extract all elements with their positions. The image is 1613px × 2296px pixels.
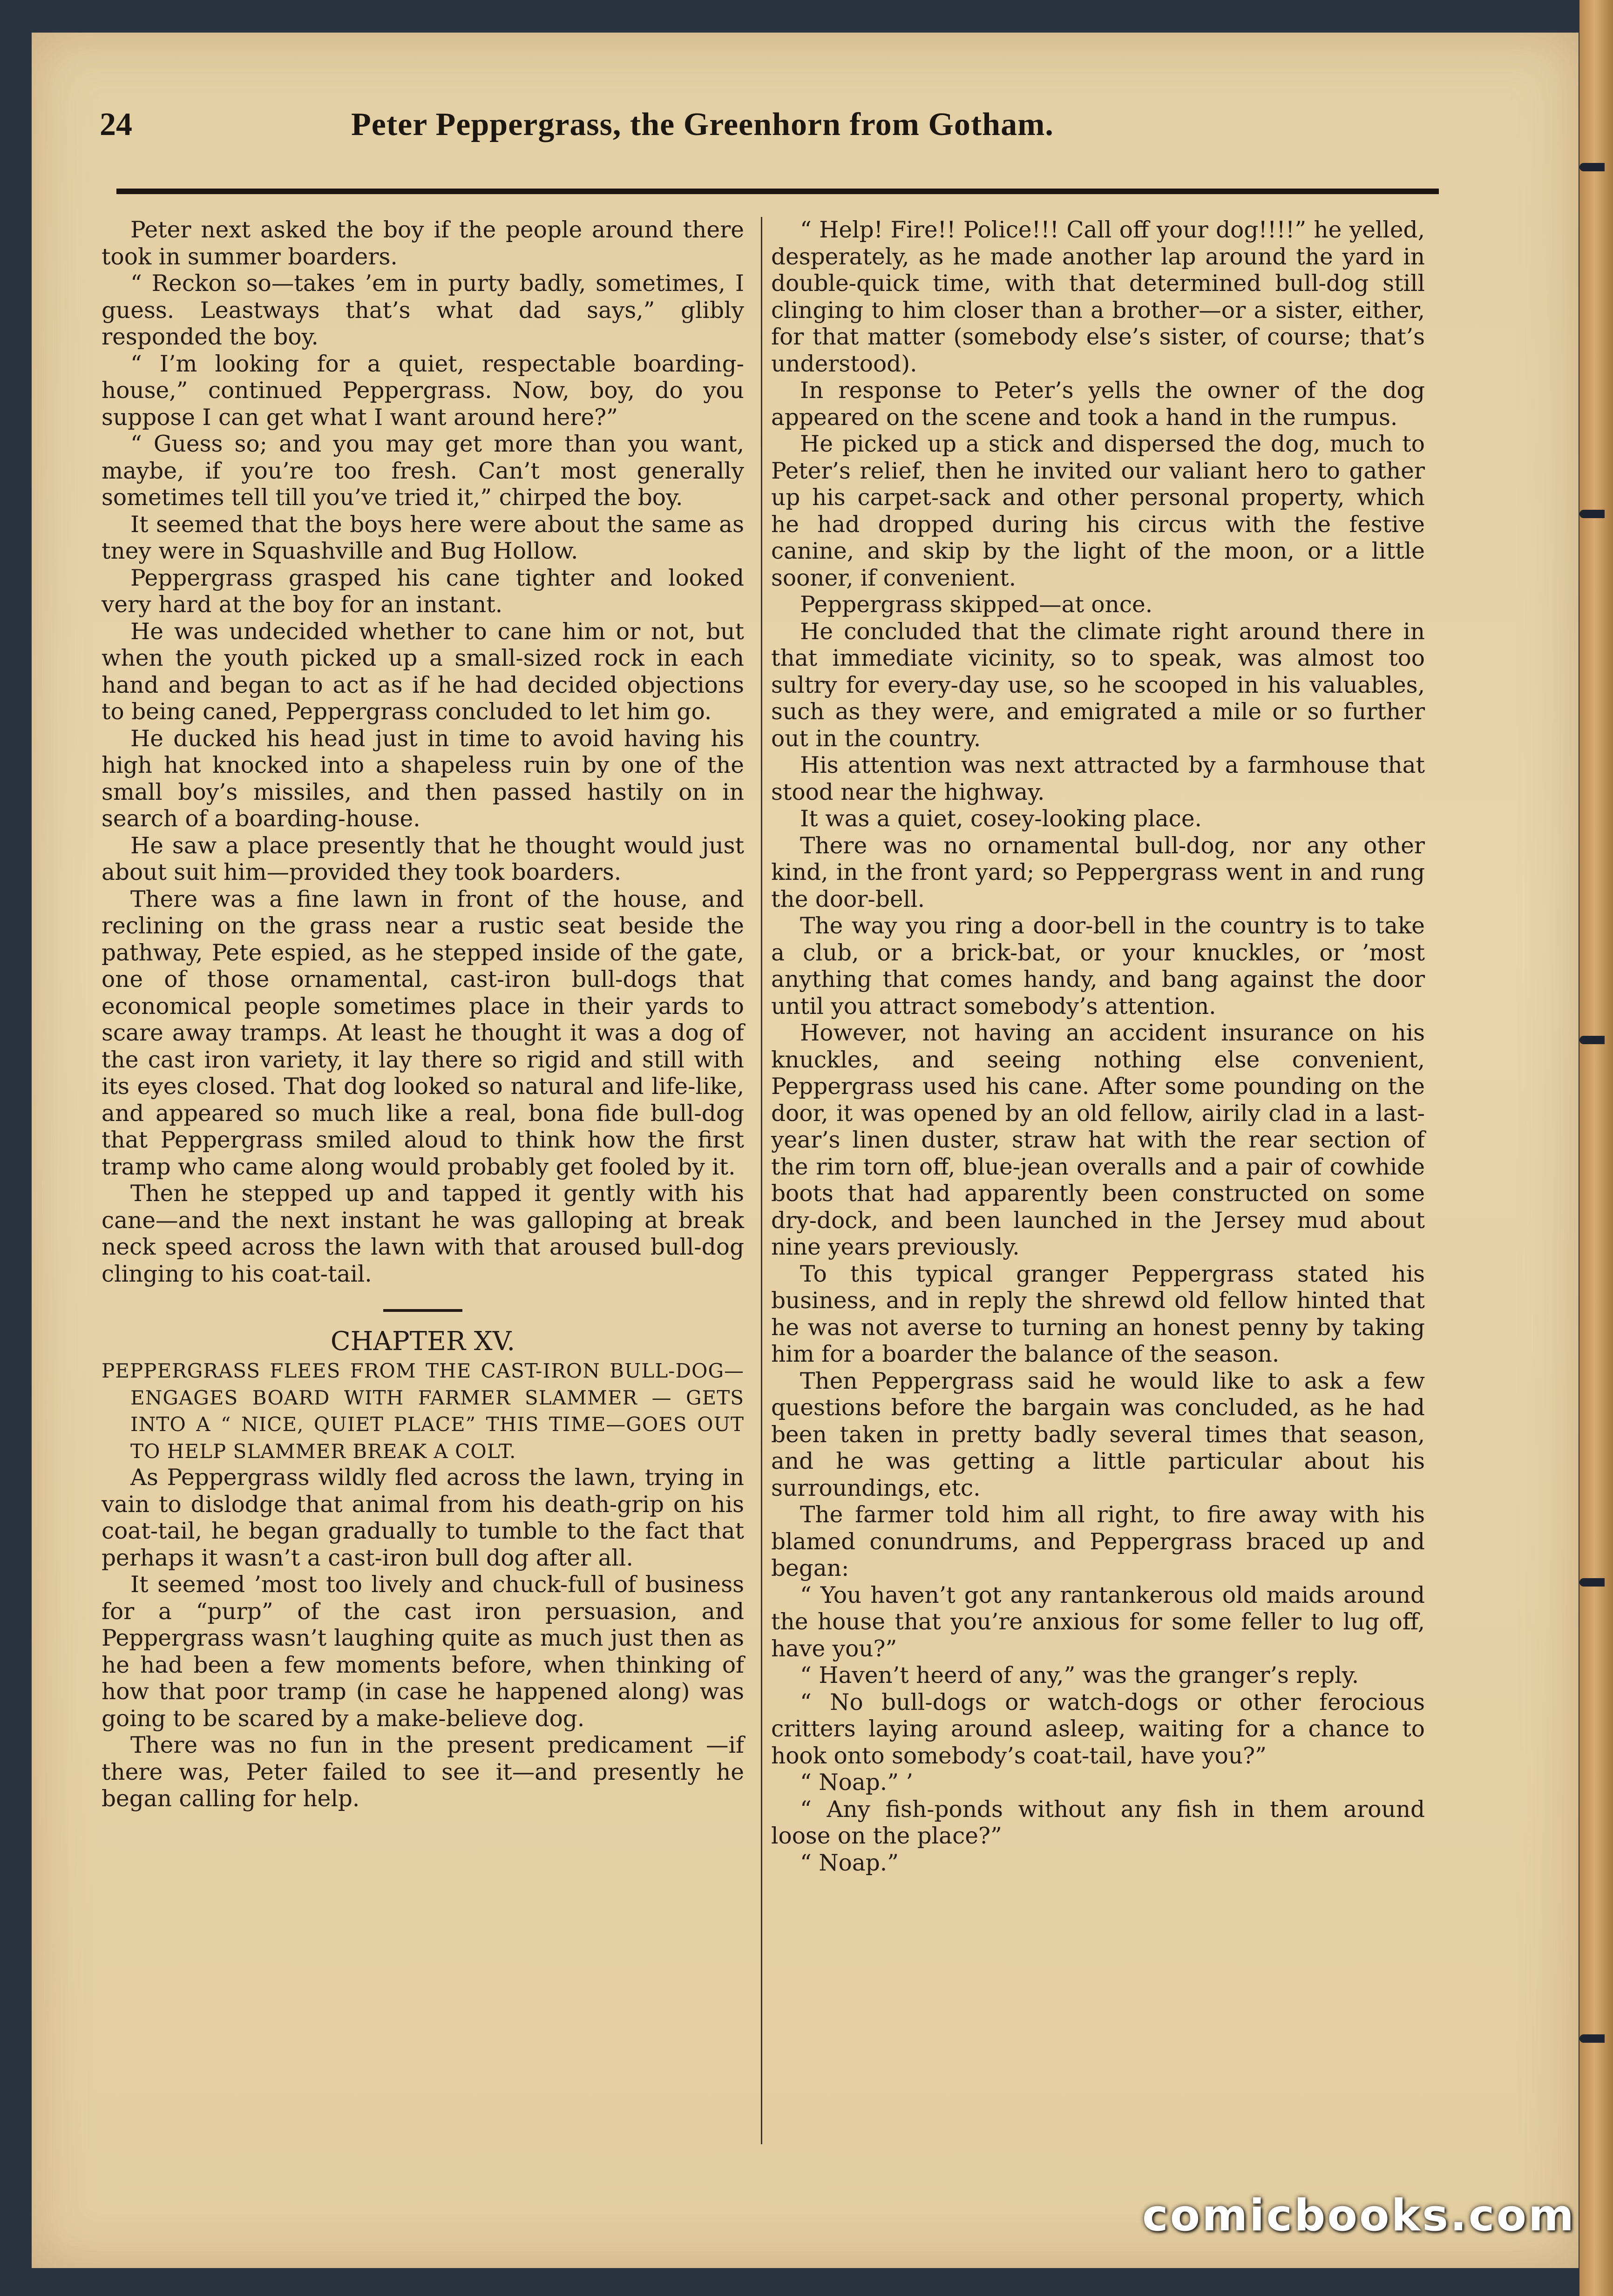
paragraph: As Peppergrass wildly fled across the lawn, trying in vain to dislodge that animal from his death-grip on his coat-tail, he began gradually to tumble to the fact that perhaps it wasn’t a cast-iron bull dog after all. — [102, 1465, 744, 1571]
paragraph: In response to Peter’s yells the owner of the dog appeared on the scene and took a hand in the rumpus. — [771, 378, 1425, 431]
paragraph: “ Guess so; and you may get more than you want, maybe, if you’re too fresh. Can’t most generally sometimes tell till you’ve tried it,” chirped the boy. — [102, 431, 744, 511]
column-divider — [761, 217, 762, 2144]
header-rule — [116, 189, 1439, 194]
section-divider — [383, 1309, 462, 1312]
paragraph: “ Haven’t heerd of any,” was the granger’s reply. — [800, 1662, 1359, 1688]
paragraph: It was a quiet, cosey-looking place. — [800, 806, 1202, 832]
paragraph: “ I’m looking for a quiet, respectable boarding-house,” continued Peppergrass. Now, boy, do you suppose I can get what I want around here?” — [102, 351, 744, 431]
page-number: 24 — [100, 107, 132, 142]
paragraph: “ Help! Fire!! Police!!! Call off your dog!!!!” he yelled, desperately, as he made another lap around the yard in double-quick time, with that determined bull-dog still clinging to him closer than a brother—or a sister, either, for that matter (somebody else’s sister, of course; that’s understood). — [771, 217, 1425, 377]
chapter-title: CHAPTER XV. — [330, 1326, 515, 1357]
paragraph: “ No bull-dogs or watch-dogs or other ferocious critters laying around asleep, waiting for a chance to hook onto somebody’s coat-tail, have you?” — [771, 1689, 1425, 1769]
paragraph: “ You haven’t got any rantankerous old maids around the house that you’re anxious for some feller to lug off, have you?” — [771, 1582, 1425, 1662]
book-spine-edge — [1579, 0, 1613, 2296]
binding-notch — [1579, 1036, 1605, 1044]
paragraph: To this typical granger Peppergrass stated his business, and in reply the shrewd old fellow hinted that he was not averse to turning an honest penny by taking him for a boarder the balance of the season. — [771, 1261, 1425, 1367]
paragraph: There was a fine lawn in front of the house, and reclining on the grass near a rustic seat beside the pathway, Pete espied, as he stepped inside of the gate, one of those ornamental, cast-iron bull-dogs that economical people sometimes place in their yards to scare away tramps. At least he thought it was a dog of the cast iron variety, it lay there so rigid and still with its eyes closed. That dog looked so natural and life-like, and appeared so much like a real, bona fide bull-dog that Peppergrass smiled aloud to think how the first tramp who came along would probably get fooled by it. — [102, 886, 744, 1180]
chapter-summary: PEPPERGRASS FLEES FROM THE CAST-IRON BULL-DOG—ENGAGES BOARD WITH FARMER SLAMMER — GETS INTO A “ NICE, QUIET PLACE” THIS TIME—GOES OUT TO HELP SLAMMER BREAK A COLT. — [102, 1359, 744, 1463]
binding-notch — [1579, 163, 1605, 171]
page-header — [100, 106, 1399, 162]
paragraph: There was no ornamental bull-dog, nor any other kind, in the front yard; so Peppergrass went in and rung the door-bell. — [771, 832, 1425, 912]
paragraph: However, not having an accident insurance on his knuckles, and seeing nothing else convenient, Peppergrass used his cane. After some pounding on the door, it was opened by an old fellow, airily clad in a last-year’s linen duster, straw hat with the rear section of the rim torn off, blue-jean overalls and a pair of cowhide boots that had apparently been constructed on some dry-dock, and been launched in the Jersey mud about nine years previously. — [771, 1020, 1425, 1260]
paragraph: He picked up a stick and dispersed the dog, much to Peter’s relief, then he invited our valiant hero to gather up his carpet-sack and other personal property, which he had dropped during his circus with the festive canine, and skip by the light of the moon, or a little sooner, if convenient. — [771, 431, 1425, 591]
paragraph: He concluded that the climate right around there in that immediate vicinity, so to speak, was almost too sultry for every-day use, so he scooped in his valuables, such as they were, and emigrated a mile or so further out in the country. — [771, 618, 1425, 752]
paragraph: Peppergrass skipped—at once. — [800, 592, 1153, 618]
running-title: Peter Peppergrass, the Greenhorn from Gotham. — [351, 107, 1054, 142]
paragraph: “ Noap.” ’ — [800, 1769, 913, 1796]
paragraph: He was undecided whether to cane him or not, but when the youth picked up a small-sized rock in each hand and began to act as if he had decided objections to being caned, Peppergrass concluded to let him go. — [102, 618, 744, 725]
paragraph: There was no fun in the present predicament —if there was, Peter failed to see it—and presently he began calling for help. — [102, 1732, 744, 1812]
paragraph: The farmer told him all right, to fire away with his blamed conundrums, and Peppergrass braced up and began: — [771, 1502, 1425, 1581]
right-paragraphs — [771, 217, 1425, 1877]
left-paragraphs-after-chapter — [102, 1465, 744, 1813]
paragraph: “ Any fish-ponds without any fish in them around loose on the place?” — [771, 1796, 1425, 1849]
paragraph: He ducked his head just in time to avoid having his high hat knocked into a shapeless ruin by one of the small boy’s missiles, and then passed hastily on in search of a boarding-house. — [102, 725, 744, 832]
paragraph: He saw a place presently that he thought would just about suit him—provided they took boarders. — [102, 832, 744, 885]
paragraph: Peppergrass grasped his cane tighter and looked very hard at the boy for an instant. — [102, 565, 744, 618]
left-paragraphs-before-chapter — [102, 217, 744, 1288]
paragraph: His attention was next attracted by a farmhouse that stood near the highway. — [771, 752, 1425, 805]
paragraph: The way you ring a door-bell in the country is to take a club, or a brick-bat, or your knuckles, or ’most anything that comes handy, and bang against the door until you attract somebody’s attention. — [771, 913, 1425, 1020]
watermark: comicbooks.com — [1142, 2190, 1576, 2241]
right-column — [771, 217, 1425, 1877]
binding-notch — [1579, 510, 1605, 518]
paragraph: Peter next asked the boy if the people around there took in summer boarders. — [102, 217, 744, 270]
binding-notch — [1579, 2034, 1605, 2043]
paragraph: “ Reckon so—takes ’em in purty badly, sometimes, I guess. Leastways that’s what dad says,” glibly responded the boy. — [102, 270, 744, 350]
paragraph: It seemed ’most too lively and chuck-full of business for a “purp” of the cast iron persuasion, and Peppergrass wasn’t laughing quite as much just then as he had been a few moments before, when thinking of how that poor tramp (in case he happened along) was going to be scared by a make-believe dog. — [102, 1572, 744, 1732]
binding-notch — [1579, 1578, 1605, 1587]
paragraph: Then Peppergrass said he would like to ask a few questions before the bargain was concluded, as he had been taken in pretty badly several times that season, and he was getting a little particular about his surroundings, etc. — [771, 1368, 1425, 1501]
paragraph: Then he stepped up and tapped it gently with his cane—and the next instant he was galloping at break neck speed across the lawn with that aroused bull-dog clinging to his coat-tail. — [102, 1181, 744, 1287]
paragraph: “ Noap.” — [800, 1850, 899, 1876]
paragraph: It seemed that the boys here were about the same as tney were in Squashville and Bug Hollow. — [102, 511, 744, 564]
left-column — [102, 217, 744, 1813]
